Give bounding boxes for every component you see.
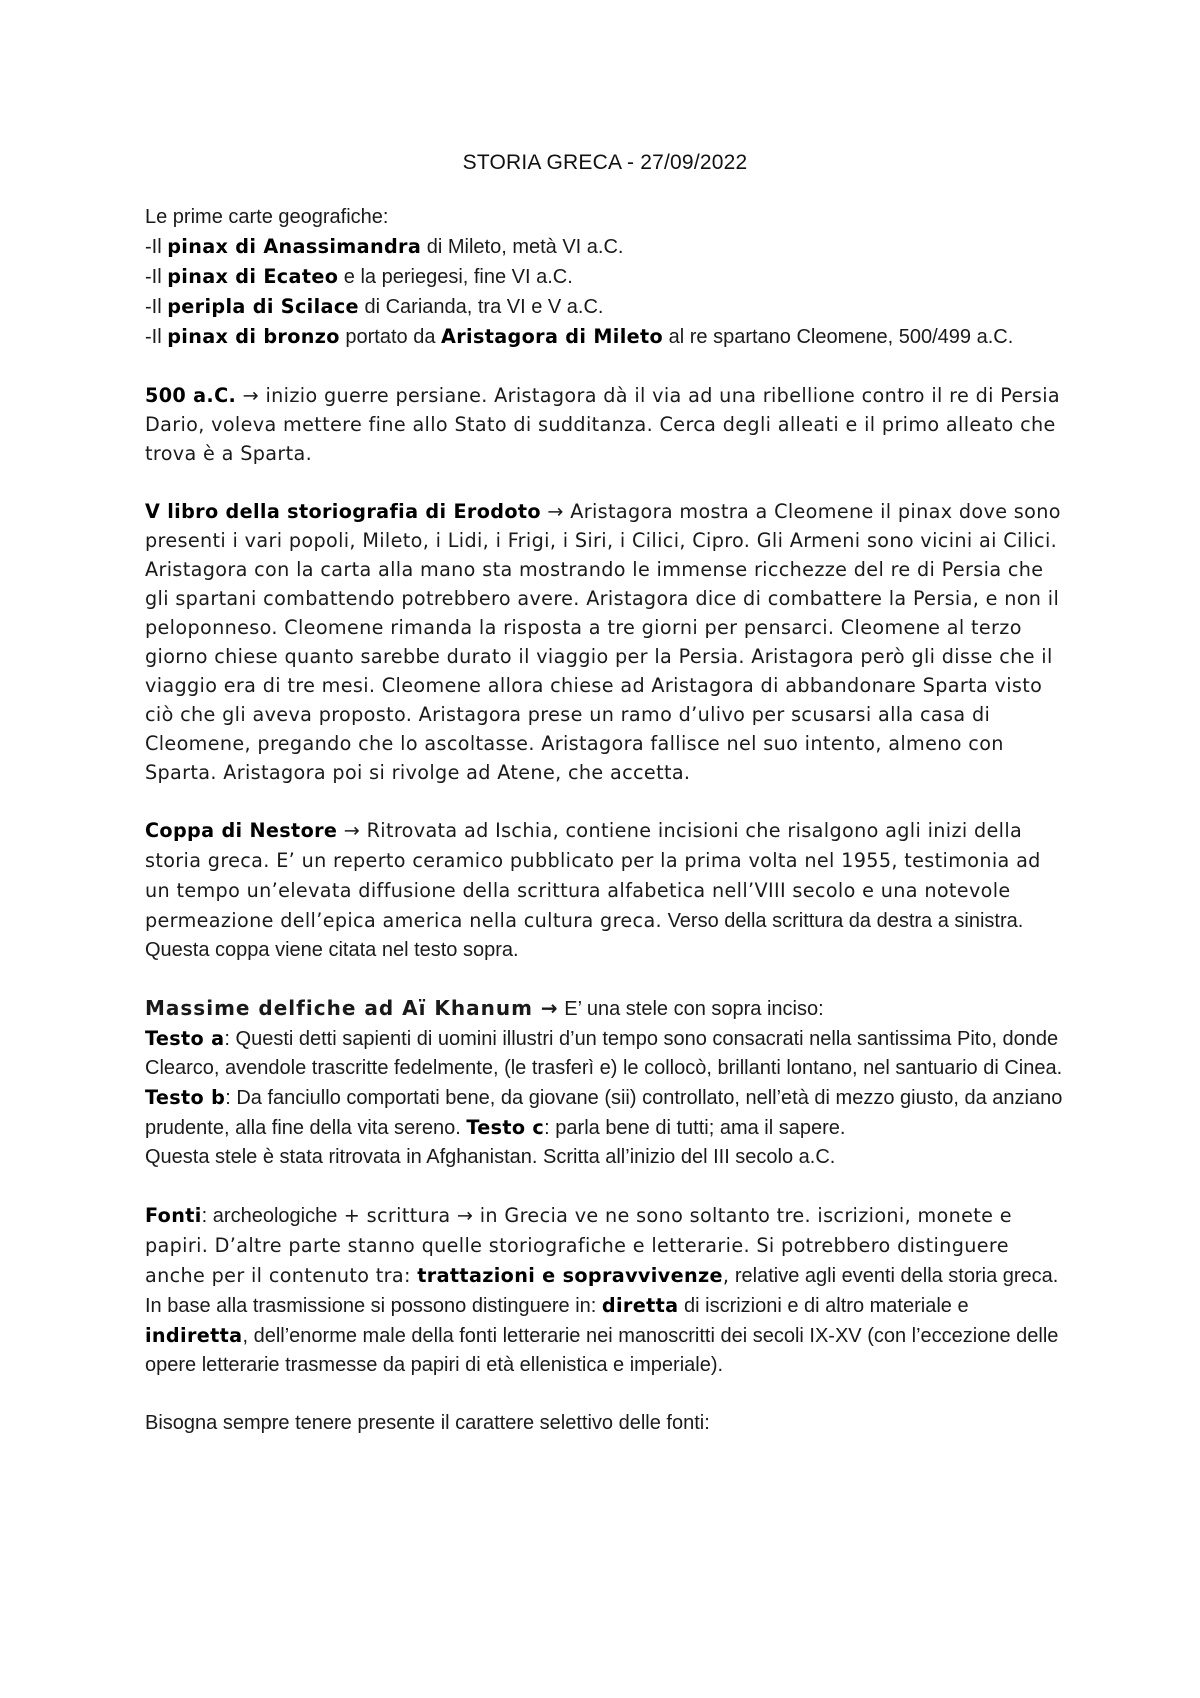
transmission-direct: diretta [601, 1294, 679, 1317]
delphic-maxims-heading-line [145, 994, 1065, 1024]
delphic-maxims-heading: Massime delfiche ad Aï Khanum → [145, 996, 559, 1020]
text-b-label: Testo b [145, 1086, 226, 1109]
sources-text: + scrittura → in Grecia ve ne sono soltanto tre. iscrizioni, monete e papiri. D’altre parte stanno quelle storiografiche e letterarie. Si potrebbero distinguere anche per il contenuto tra: [145, 1204, 1012, 1287]
text-b-content: : Da fanciullo comportati bene, da giovane (sii) controllato, nell’età di mezzo giusto, da anziano prudente, alla fine della vita sereno. [145, 1087, 1063, 1139]
delphic-maxims-texts [145, 1024, 1065, 1143]
maps-item [145, 262, 1065, 292]
maps-item-text: e la periegesi, fine VI a.C. [338, 266, 573, 288]
paragraph-gap [145, 468, 1065, 497]
nestor-cup-paragraph [145, 816, 1065, 965]
sources-text: : archeologiche [201, 1205, 338, 1227]
maps-item-bold: pinax di Anassimandra [167, 235, 422, 258]
sources-paragraph [145, 1201, 1065, 1291]
page-title: STORIA GRECA - 27/09/2022 [462, 151, 748, 174]
paragraph-gap [145, 352, 1065, 381]
transmission-text: In base alla trasmissione si possono distinguere in: [145, 1295, 602, 1317]
sources-bold: trattazioni e sopravvivenze [417, 1264, 723, 1287]
maps-intro: Le prime carte geografiche: [145, 206, 389, 228]
maps-item-bold: pinax di bronzo [167, 325, 340, 348]
text-a-content: : Questi detti sapienti di uomini illustri d’un tempo sono consacrati nella santissima Pito, donde Clearco, avendole trascritte fedelmente, (le trasferì e) le collocò, brillanti lontano, nel santuario di Cinea. [145, 1028, 1063, 1079]
nestor-cup-text-2: Verso della scrittura da destra a sinistra. Questa coppa viene citata nel testo sopra. [145, 910, 1024, 961]
herodotus-heading: V libro della storiografia di Erodoto [145, 500, 541, 523]
transmission-text: di iscrizioni e di altro materiale e [678, 1295, 969, 1317]
maps-item-text: di Carianda, tra VI e V a.C. [358, 296, 604, 318]
paragraph-gap [145, 1380, 1065, 1409]
transmission-indirect: indiretta [145, 1324, 243, 1347]
paragraph-gap [145, 787, 1065, 816]
herodotus-paragraph [145, 497, 1065, 787]
closing-line: Bisogna sempre tenere presente il carattere selettivo delle fonti: [145, 1412, 710, 1434]
delphic-maxims-intro: E’ una stele con sopra inciso: [558, 998, 824, 1020]
paragraph-gap [145, 1172, 1065, 1201]
maps-item-text: di Mileto, metà VI a.C. [421, 236, 624, 258]
maps-item-prefix: -Il [145, 266, 168, 288]
maps-item-text: al re spartano Cleomene, 500/499 a.C. [663, 326, 1014, 348]
sources-heading: Fonti [145, 1204, 202, 1227]
persian-wars-paragraph [145, 381, 1065, 468]
text-c-content: : parla bene di tutti; ama il sapere. [544, 1117, 846, 1139]
persian-wars-date: 500 a.C. [145, 384, 237, 407]
text-c-label: Testo c [466, 1116, 545, 1139]
persian-wars-text: → inizio guerre persiane. Aristagora dà il via ad una ribellione contro il re di Persia Dario, voleva mettere fine allo Stato di sudditanza. Cerca degli alleati e il primo alleato che trova è a Sparta. [145, 384, 1060, 465]
sources-text: relative agli eventi della storia greca. [729, 1265, 1059, 1287]
maps-item-prefix: -Il [145, 236, 168, 258]
maps-item-bold: pinax di Ecateo [167, 265, 339, 288]
nestor-cup-text: → Ritrovata ad Ischia, contiene incisioni che risalgono agli inizi della storia greca. E’ un reperto ceramico pubblicato per la prima volta nel 1955, testimonia ad un tempo un’elevata diffusione della scrittura alfabetica nell’VIII secolo e una notevole permeazione dell’epica america nella cultura greca. [145, 819, 1041, 932]
maps-item-bold: Aristagora di Mileto [441, 325, 664, 348]
sources-text: , [722, 1264, 730, 1287]
maps-item-text: portato da [339, 326, 442, 348]
transmission-text: , dell’enorme male della fonti letterarie nei manoscritti dei secoli IX-XV (con l’eccezione delle opere letterarie trasmesse da papiri di età ellenistica e imperiale). [145, 1325, 1059, 1376]
document-body [145, 148, 1065, 1438]
maps-item-prefix: -Il [145, 326, 168, 348]
herodotus-text: → Aristagora mostra a Cleomene il pinax dove sono presenti i vari popoli, Mileto, i Lidi, i Frigi, i Siri, i Cilici, Cipro. Gli Armeni sono vicini ai Cilici. Aristagora con la carta alla mano sta mostrando le immense ricchezze del re di Persia che gli spartani combattendo potrebbero avere. Aristagora dice di combattere la Persia, e non il peloponneso. Cleomene rimanda la risposta a tre giorni per pensarci. Cleomene al terzo giorno chiese quanto sarebbe durato il viaggio per la Persia. Aristagora però gli disse che il viaggio era di tre mesi. Cleomene allora chiese ad Aristagora di abbandonare Sparta visto ciò che gli aveva proposto. Aristagora prese un ramo d’ulivo per scusarsi alla casa di Cleomene, pregando che lo ascoltasse. Aristagora fallisce nel suo intento, almeno con Sparta. Aristagora poi si rivolge ad Atene, che accetta. [145, 500, 1061, 784]
paragraph-gap [145, 965, 1065, 994]
maps-item [145, 322, 1065, 352]
nestor-cup-heading: Coppa di Nestore [145, 819, 338, 842]
maps-item [145, 292, 1065, 322]
maps-item-bold: peripla di Scilace [167, 295, 359, 318]
delphic-maxims-note: Questa stele è stata ritrovata in Afghanistan. Scritta all’inizio del III secolo a.C. [145, 1146, 836, 1168]
maps-item-prefix: -Il [145, 296, 168, 318]
maps-item [145, 232, 1065, 262]
transmission-paragraph [145, 1291, 1065, 1380]
text-a-label: Testo a [145, 1027, 225, 1050]
